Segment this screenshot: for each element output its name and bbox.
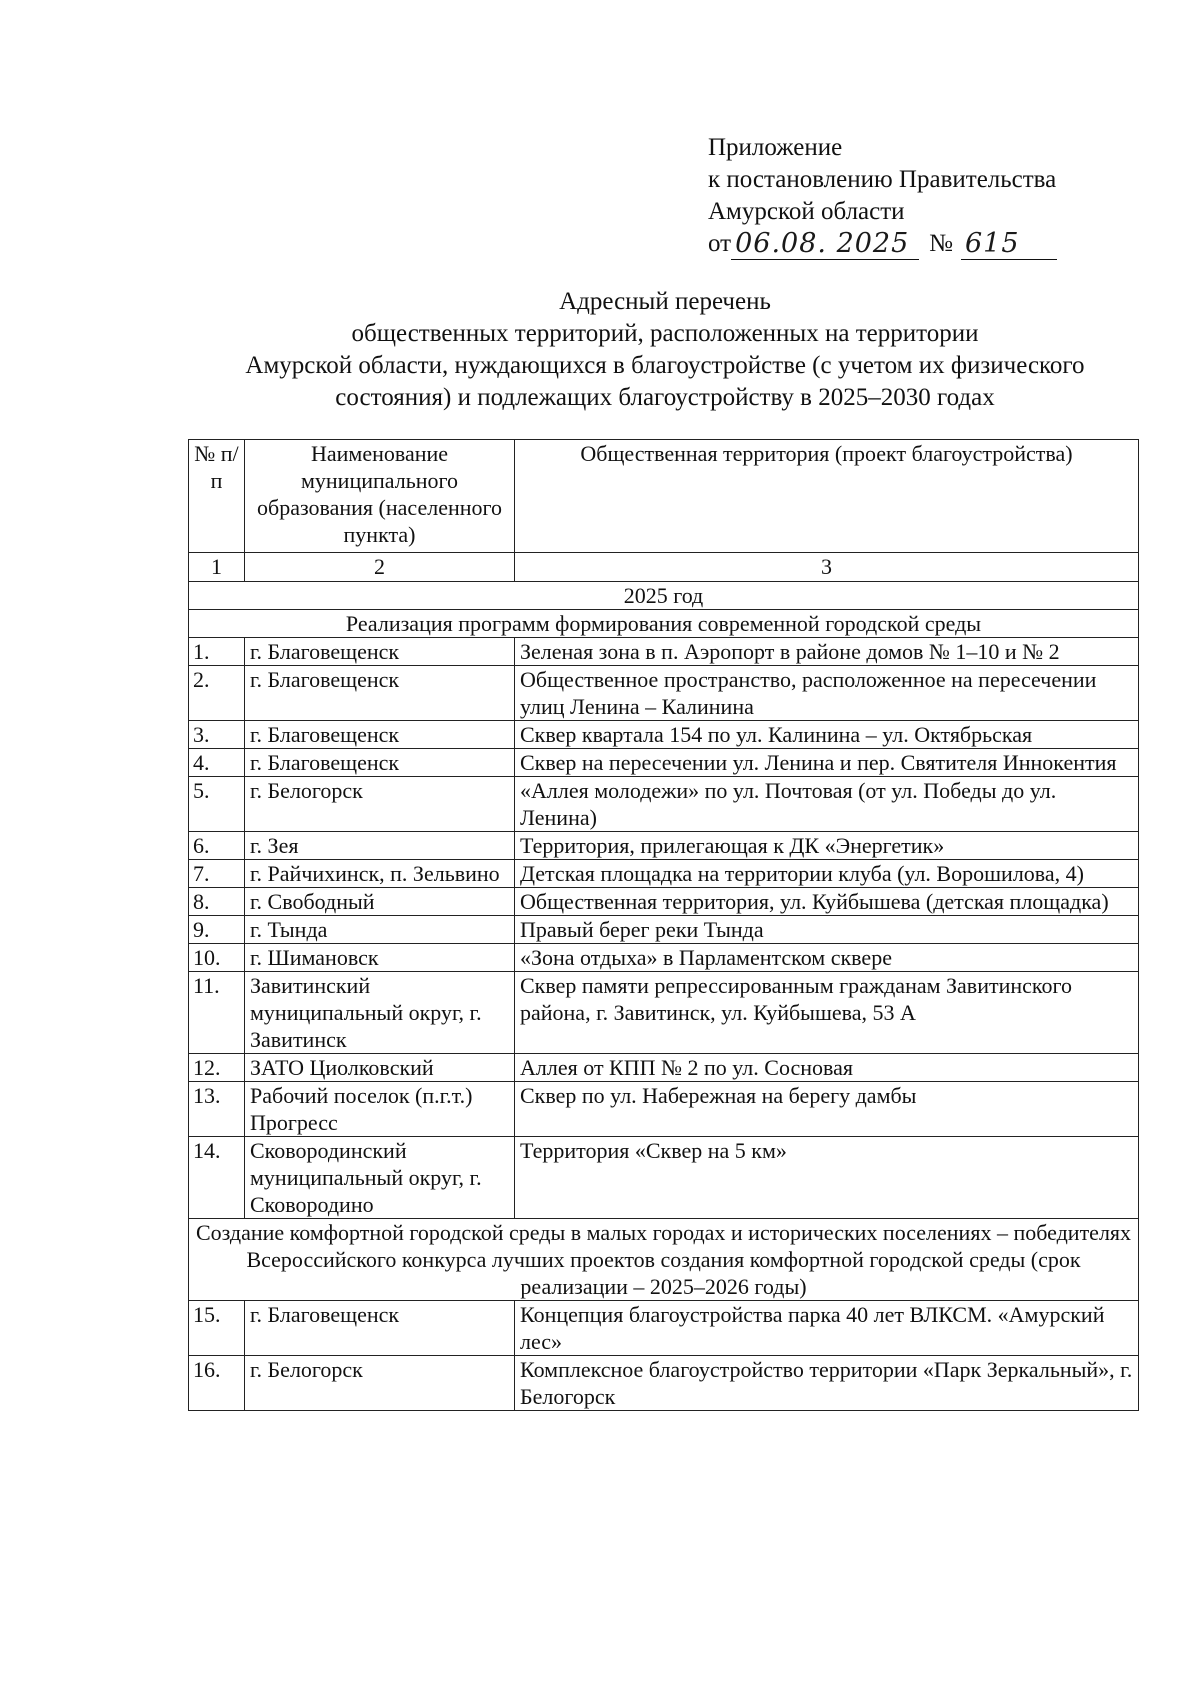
row-number: 3.: [189, 721, 245, 749]
table-row: [189, 944, 1139, 972]
row-municipality: г. Свободный: [245, 888, 515, 916]
title-line-3: Амурской области, нуждающихся в благоустройстве (с учетом их физического: [245, 352, 1085, 379]
title-line-2: общественных территорий, расположенных на территории: [351, 320, 979, 347]
row-territory: Правый берег реки Тында: [515, 916, 1139, 944]
appendix-block: [708, 132, 1057, 260]
row-number: 1.: [189, 638, 245, 666]
title-line-1: Адресный перечень: [559, 288, 771, 315]
row-number: 2.: [189, 666, 245, 721]
table-row: [189, 1054, 1139, 1082]
row-municipality: г. Благовещенск: [245, 666, 515, 721]
row-number: 12.: [189, 1054, 245, 1082]
row-territory: Аллея от КПП № 2 по ул. Сосновая: [515, 1054, 1139, 1082]
column-number-3: 3: [515, 553, 1139, 582]
table-row: [189, 888, 1139, 916]
row-territory: «Зона отдыха» в Парламентском сквере: [515, 944, 1139, 972]
table-header-row: [189, 440, 1139, 553]
row-municipality: Сковородинский муниципальный округ, г. Сковородино: [245, 1137, 515, 1219]
section-1-heading: Реализация программ формирования современной городской среды: [189, 610, 1139, 638]
handwritten-date: 06.08. 2025: [731, 229, 919, 260]
section-1-row: [189, 610, 1139, 638]
row-municipality: г. Благовещенск: [245, 749, 515, 777]
row-number: 11.: [189, 972, 245, 1054]
table-row: [189, 1301, 1139, 1356]
section-2-heading: Создание комфортной городской среды в малых городах и исторических поселениях – победителях Всероссийского конкурса лучших проектов создания комфортной городской среды (срок реализации – 2025–2026 годы): [189, 1219, 1139, 1301]
row-territory: Территория, прилегающая к ДК «Энергетик»: [515, 832, 1139, 860]
table-row: [189, 749, 1139, 777]
row-number: 13.: [189, 1082, 245, 1137]
table-row: [189, 721, 1139, 749]
row-territory: Общественное пространство, расположенное на пересечении улиц Ленина – Калинина: [515, 666, 1139, 721]
decree-date-number: [708, 228, 1057, 260]
row-number: 6.: [189, 832, 245, 860]
table-row: [189, 832, 1139, 860]
row-municipality: г. Зея: [245, 832, 515, 860]
row-territory: Зеленая зона в п. Аэропорт в районе домов № 1–10 и № 2: [515, 638, 1139, 666]
row-territory: Комплексное благоустройство территории «Парк Зеркальный», г. Белогорск: [515, 1356, 1139, 1411]
row-number: 7.: [189, 860, 245, 888]
header-number: № п/п: [189, 440, 245, 553]
table-row: [189, 860, 1139, 888]
row-municipality: г. Белогорск: [245, 777, 515, 832]
row-number: 14.: [189, 1137, 245, 1219]
row-municipality: г. Райчихинск, п. Зельвино: [245, 860, 515, 888]
table-row: [189, 1082, 1139, 1137]
row-number: 10.: [189, 944, 245, 972]
row-number: 9.: [189, 916, 245, 944]
row-territory: Территория «Сквер на 5 км»: [515, 1137, 1139, 1219]
row-municipality: ЗАТО Циолковский: [245, 1054, 515, 1082]
row-number: 8.: [189, 888, 245, 916]
row-municipality: г. Белогорск: [245, 1356, 515, 1411]
row-territory: «Аллея молодежи» по ул. Почтовая (от ул. Победы до ул. Ленина): [515, 777, 1139, 832]
row-territory: Сквер на пересечении ул. Ленина и пер. Святителя Иннокентия: [515, 749, 1139, 777]
row-number: 4.: [189, 749, 245, 777]
row-municipality: г. Тында: [245, 916, 515, 944]
table-row: [189, 666, 1139, 721]
territories-table: [188, 439, 1139, 1411]
row-territory: Концепция благоустройства парка 40 лет ВЛКСМ. «Амурский лес»: [515, 1301, 1139, 1356]
number-sign: №: [929, 230, 953, 257]
year-row: [189, 582, 1139, 610]
row-territory: Детская площадка на территории клуба (ул. Ворошилова, 4): [515, 860, 1139, 888]
appendix-line-2: к постановлению Правительства: [708, 166, 1057, 193]
row-municipality: г. Благовещенск: [245, 1301, 515, 1356]
row-territory: Общественная территория, ул. Куйбышева (детская площадка): [515, 888, 1139, 916]
table-row: [189, 777, 1139, 832]
row-number: 15.: [189, 1301, 245, 1356]
section-2-row: [189, 1219, 1139, 1301]
row-municipality: г. Благовещенск: [245, 638, 515, 666]
column-numbers-row: [189, 553, 1139, 582]
column-number-1: 1: [189, 553, 245, 582]
row-territory: Сквер по ул. Набережная на берегу дамбы: [515, 1082, 1139, 1137]
title-line-4: состояния) и подлежащих благоустройству в 2025–2030 годах: [335, 384, 995, 411]
document-title: [170, 286, 1160, 414]
table-row: [189, 638, 1139, 666]
appendix-line-1: Приложение: [708, 134, 843, 161]
year-heading: 2025 год: [189, 582, 1139, 610]
row-territory: Сквер квартала 154 по ул. Калинина – ул. Октябрьская: [515, 721, 1139, 749]
table-row: [189, 972, 1139, 1054]
row-municipality: г. Шимановск: [245, 944, 515, 972]
row-municipality: г. Благовещенск: [245, 721, 515, 749]
row-municipality: Завитинский муниципальный округ, г. Завитинск: [245, 972, 515, 1054]
row-number: 16.: [189, 1356, 245, 1411]
appendix-line-3: Амурской области: [708, 198, 905, 225]
from-label: от: [708, 230, 732, 257]
column-number-2: 2: [245, 553, 515, 582]
row-number: 5.: [189, 777, 245, 832]
table-row: [189, 1356, 1139, 1411]
handwritten-number: 615: [961, 229, 1057, 260]
row-municipality: Рабочий поселок (п.г.т.) Прогресс: [245, 1082, 515, 1137]
row-territory: Сквер памяти репрессированным гражданам Завитинского района, г. Завитинск, ул. Куйбышева, 53 А: [515, 972, 1139, 1054]
header-territory: Общественная территория (проект благоустройства): [515, 440, 1139, 553]
header-municipality: Наименование муниципального образования (населенного пункта): [245, 440, 515, 553]
table-row: [189, 916, 1139, 944]
table-row: [189, 1137, 1139, 1219]
